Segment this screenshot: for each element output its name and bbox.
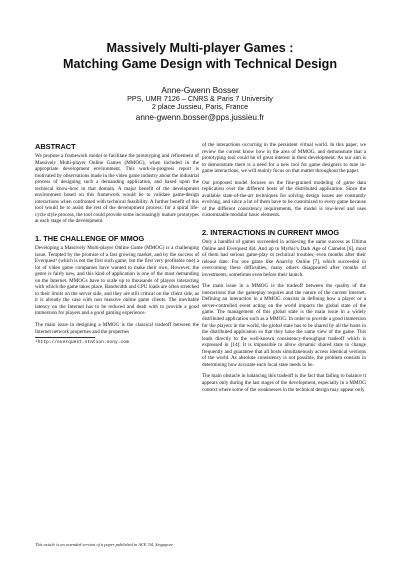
section-1-heading: 1. THE CHALLENGE OF MMOG: [35, 234, 145, 244]
abstract-heading: ABSTRACT: [35, 142, 76, 151]
left-column: [35, 142, 199, 346]
right-column: [202, 142, 366, 393]
section-2-heading: 2. INTERACTIONS IN CURRENT MMOG: [202, 228, 340, 238]
affiliation-line-2: 2 place Jussieu, Paris, France: [151, 102, 249, 112]
affiliation-line-1: PPS, UMR 7126 – CNRS & Paris 7 University: [127, 93, 273, 103]
author-block: [20, 86, 380, 122]
footnote-rule: [35, 337, 95, 338]
publication-note: This article is an extended version of a paper published in ACE '04, Singapore: [35, 542, 174, 547]
intro-paragraph: of the interactions occurring in the persistent virtual world. In this paper, we review the current know how in the area of MMOG, and demonstrate that a prototyping tool could be of great interest in their development. As our aim is to demonstrate there is a need for a new tool for game designers to tune in-game interactions, we will mainly focus on that matter throughout the paper.: [202, 142, 366, 175]
abstract-paragraph: We propose a framework model to facilitate the prototyping and refinement of Massively Multi-player Online Games (MMOG), when included in the appropriate development environment. This work-in-progress report is motivated by observations made in the video game industry about the industrial process of designing such a demanding application, and based upon the technical know-how in that domain. A major benefit of the development environment based on this framework would be to validate game-design interactions when confronted with technical feasibility. A further benefit of this tool would be to assist the rest of the development process: for a spiral life-cycle style process, the tool could provide some increasingly mature prototypes at each stage of the development.: [35, 153, 199, 225]
author-name: Anne-Gwenn Bosser: [161, 85, 239, 95]
intro-paragraph: Our proposed model focuses on the fine-grained modeling of game data replication over the different hosts of the distributed application. Since the available state-of-the-art techniques for solving design issues are constantly evolving, and since a lot of them have to be customized to every game because of the different consistency requirements, the model is low-level and uses customizable modular basic elements.: [202, 179, 366, 219]
title-line-2: Matching Game Design with Technical Design: [62, 57, 338, 71]
paper-title: [20, 40, 380, 72]
footnote: ¹http://everquest.station.sony.com: [35, 340, 129, 346]
section-2-paragraph: Only a handful of games succeeded in achieving the same success as Ultima Online and Everquest did. And up to Mythic's Dark Age of Camelot [6], most of them had serious game-play or technical troubles, even months after their release date. For one game like Anarchy Online [7], which succeeded in overcoming these difficulties, many others disappeared after months of investments, sometimes even before their launch.: [202, 239, 366, 278]
author-email: anne-gwenn.bosser@pps.jussieu.fr: [135, 112, 265, 122]
section-1-paragraph: Developing a Massively Multi-player Online Game (MMOG) is a challenging issue. Tempted by the promise of a fast growing market, and by the success of Everquest¹ (which is not the first such game, but the first very profitable one) a lot of video game companies have wanted to make their own. However, the genre is fairly new, and this kind of application is one of the most demanding on the Internet. MMOGs have to scale up to thousands of players interacting with which the game takes place. Bandwidth and CPU loads are often stretched to their limits on the server side, and they are still critical on the client side, as it is already the case with non massive online game clients. The inevitable latency on the Internet has to be reduced and dealt with to provide a good immersion for players and a good gaming experience.: [35, 245, 199, 317]
section-2-paragraph: The main issue in a MMOG is the tradeoff between the quality of the interactions that the gameplay requires and the nature of the current Internet. Defining an interaction in a MMOG consists in defining how a player or a server-controlled event acting on the world impacts the global state of the game. The management of this global state is the main issue in a widely distributed application such as a MMOG. In order to provide a good immersion for the players in the world, the global state has to be shared by all the hosts in the distributed application so that they have the same view of the game. This leads directly to the well-known consistency-throughput tradeoff which is expressed in [14]: It is impossible to allow dynamic shared state to change frequently and guarantee that all hosts simultaneously access identical versions of the world. As absolute consistency is not possible, the problem consists in determining how accurate each local state needs to be.: [202, 283, 366, 368]
section-1-paragraph: The main issue in designing a MMOG is the classical tradeoff between the Internet network properties and the properties: [35, 322, 199, 335]
title-line-1: Massively Multi-player Games :: [106, 41, 294, 55]
section-2-paragraph: The main obstacle in balancing this tradeoff is the fact that failing to balance it appears only during the last stages of the development, especially in a MMOG context where some of the weaknesses in the technical design may appear only: [202, 373, 366, 393]
